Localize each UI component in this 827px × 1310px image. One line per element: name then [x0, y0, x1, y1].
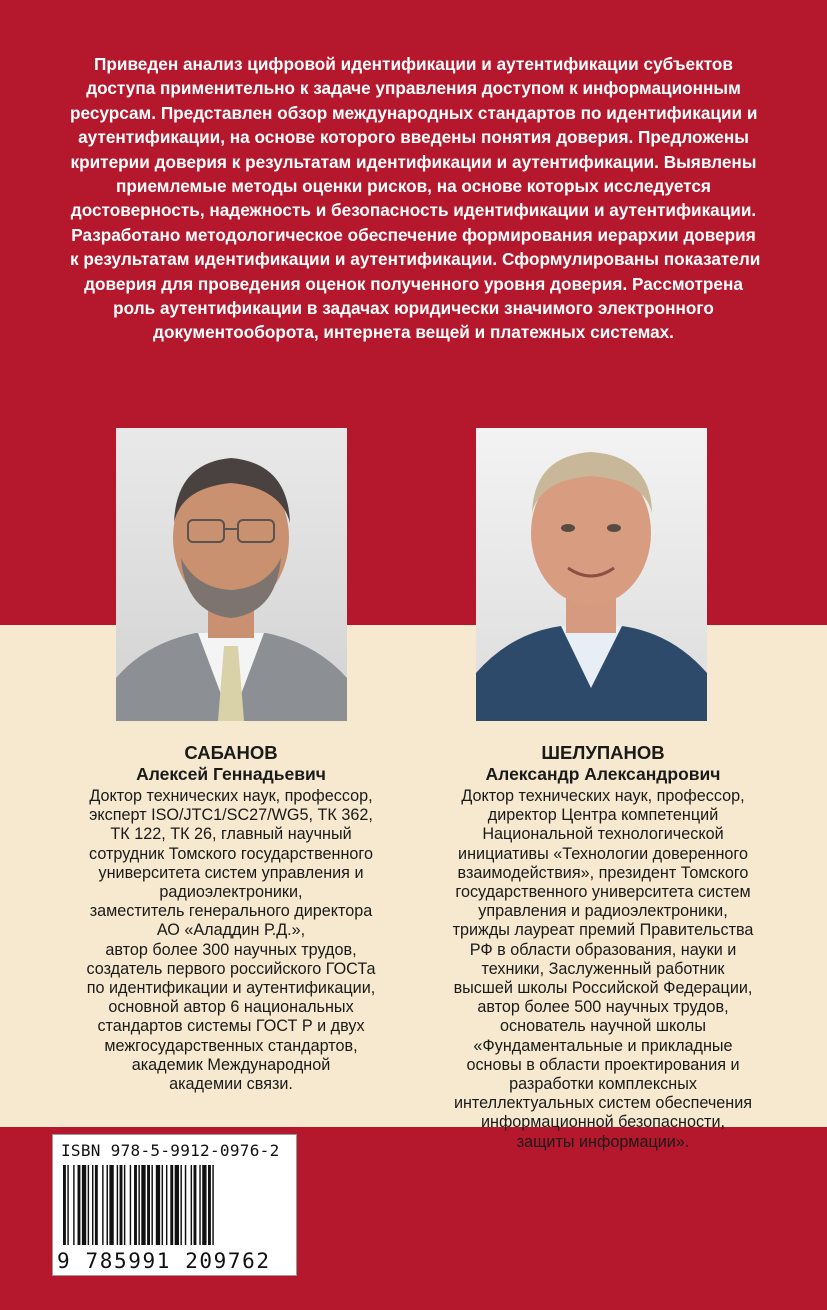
bio-line: государственного университета систем	[455, 883, 751, 902]
author-block-sabanov	[36, 742, 426, 1094]
annotation-line: приемлемые методы оценки рисков, на основе которых исследуется	[116, 176, 711, 197]
author-bio	[413, 787, 793, 1152]
bio-line: защиты информации».	[516, 1132, 690, 1151]
bio-line: заместитель генерального директора	[89, 902, 373, 921]
bio-line: создатель первого российского ГОСТа	[86, 959, 376, 978]
bio-line: эксперт ISO/JTC1/SC27/WG5, ТК 362,	[89, 806, 373, 825]
annotation-line: к результатам идентификации и аутентификации. Сформулированы показатели	[70, 249, 761, 270]
annotation-line: роль аутентификации в задачах юридически значимого электронного	[113, 298, 714, 319]
bio-line: основатель научной школы	[500, 1017, 706, 1036]
bio-line: разработки комплексных	[509, 1075, 697, 1094]
bio-line: Доктор технических наук, профессор,	[461, 787, 745, 805]
annotation-line: документооборота, интернета вещей и платежных системах.	[153, 322, 674, 343]
book-annotation	[70, 52, 761, 345]
author-photo-sabanov	[116, 428, 347, 721]
annotation-line: Разработано методологическое обеспечение формирования иерархии доверия	[71, 224, 756, 245]
author-given-name: Алексей Геннадьевич	[136, 764, 326, 784]
barcode-icon	[61, 1165, 287, 1249]
bio-line: университета систем управления и	[98, 863, 364, 882]
author-block-shelupanov	[413, 742, 793, 1152]
bio-line: автор более 500 научных трудов,	[477, 998, 729, 1017]
bio-line: автор более 300 научных трудов,	[105, 940, 357, 959]
annotation-line: аутентификации, на основе которого введены понятия доверия. Предложены	[78, 127, 749, 148]
portrait-illustration	[116, 428, 347, 721]
isbn-label: ISBN 978-5-9912-0976-2	[61, 1141, 280, 1160]
bio-line: директор Центра компетенций	[487, 806, 719, 825]
bio-line: Национальной технологической	[482, 825, 724, 844]
bio-line: межгосударственных стандартов,	[104, 1036, 358, 1055]
bio-line: «Фундаментальные и прикладные	[473, 1036, 733, 1055]
bio-line: радиоэлектроники,	[159, 883, 303, 902]
annotation-line: критерии доверия к результатам идентификации и аутентификации. Выявлены	[70, 151, 757, 172]
bio-line: Доктор технических наук, профессор,	[89, 787, 373, 805]
bio-line: по идентификации и аутентификации,	[86, 979, 376, 998]
author-surname: САБАНОВ	[184, 742, 278, 763]
bio-line: стандартов системы ГОСТ Р и двух	[97, 1017, 365, 1036]
bio-line: высшей школы Российской Федерации,	[453, 979, 753, 998]
bio-line: интеллектуальных систем обеспечения	[453, 1094, 753, 1113]
bio-line: взаимодействия», президент Томского	[457, 863, 749, 882]
annotation-line: Приведен анализ цифровой идентификации и аутентификации субъектов	[94, 54, 733, 74]
bio-line: основной автор 6 национальных	[108, 998, 354, 1017]
annotation-line: достоверность, надежность и безопасность идентификации и аутентификации.	[70, 200, 757, 221]
isbn-barcode-box	[52, 1134, 297, 1276]
bio-line: академик Международной	[131, 1055, 331, 1074]
annotation-line: доверия для проведения оценок полученного уровня доверия. Рассмотрена	[84, 273, 743, 294]
bio-line: РФ в области образования, науки и	[469, 940, 737, 959]
portrait-illustration	[476, 428, 707, 721]
bio-line: академии связи.	[169, 1075, 293, 1094]
bio-line: инициативы «Технологии доверенного	[458, 844, 748, 863]
bio-line: ТК 122, ТК 26, главный научный	[110, 825, 352, 844]
ean-digits: 9 785991 209762	[57, 1249, 271, 1273]
bio-line: информационной безопасности,	[480, 1113, 725, 1132]
bio-line: трижды лауреат премий Правительства	[452, 921, 754, 940]
author-photo-shelupanov	[476, 428, 707, 721]
author-bio	[36, 787, 426, 1094]
bio-line: сотрудник Томского государственного	[89, 844, 373, 863]
author-given-name: Александр Александрович	[485, 764, 721, 784]
annotation-line: ресурсам. Представлен обзор международных стандартов по идентификации и	[70, 102, 758, 123]
bio-line: АО «Аладдин Р.Д.»,	[156, 921, 306, 940]
author-surname: ШЕЛУПАНОВ	[541, 742, 665, 763]
bio-line: техники, Заслуженный работник	[481, 959, 725, 978]
bio-line: управления и радиоэлектроники,	[478, 902, 728, 921]
bio-line: основы в области проектирования и	[466, 1055, 740, 1074]
annotation-line: доступа применительно к задаче управления доступом к информационным	[86, 78, 741, 99]
